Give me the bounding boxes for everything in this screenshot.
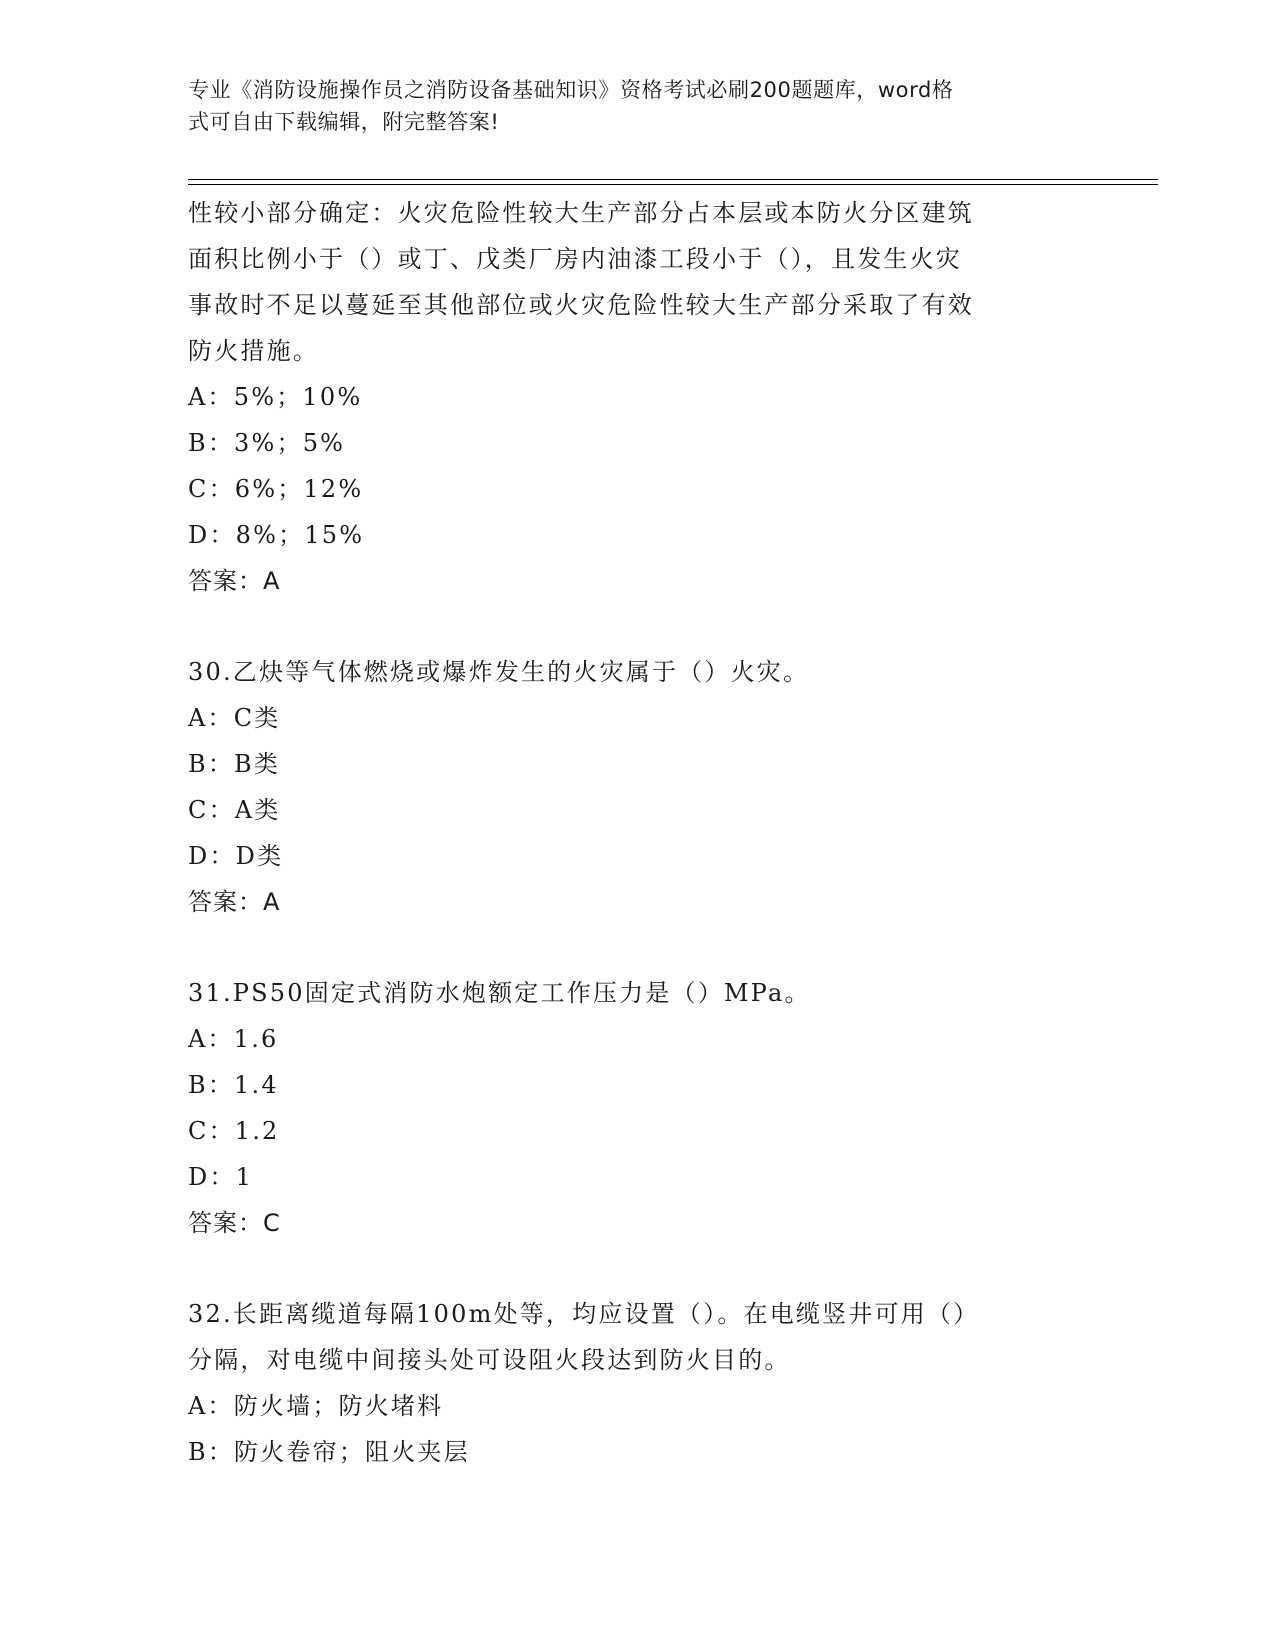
header-title-line-1: 专业《消防设施操作员之消防设备基础知识》资格考试必刷200题题库，word格 — [188, 78, 954, 102]
answer-label: 答案：A — [188, 888, 281, 916]
question-spacer — [188, 604, 1068, 649]
option-d: D：8%；15% — [188, 521, 365, 549]
question-stem-line: 防火措施。 — [188, 337, 319, 365]
option-a: A：C类 — [188, 704, 281, 732]
option-d: D：D类 — [188, 842, 284, 870]
option-c: C：A类 — [188, 796, 281, 824]
option-b: B：防火卷帘；阻火夹层 — [188, 1438, 470, 1466]
header-title-line-2: 式可自由下载编辑，附完整答案! — [188, 110, 500, 134]
question-stem-line: 事故时不足以蔓延至其他部位或火灾危险性较大生产部分采取了有效 — [188, 291, 974, 319]
question-stem-line: 分隔，对电缆中间接头处可设阻火段达到防火目的。 — [188, 1346, 791, 1374]
option-b: B：3%；5% — [188, 429, 346, 457]
question-31 — [188, 970, 1068, 1246]
question-stem-line: 31.PS50固定式消防水炮额定工作压力是（）MPa。 — [188, 979, 811, 1007]
question-stem-line: 32.长距离缆道每隔100m处等，均应设置（）。在电缆竖井可用（） — [188, 1300, 980, 1328]
option-b: B：1.4 — [188, 1071, 279, 1099]
answer-label: 答案：A — [188, 567, 281, 595]
question-32 — [188, 1291, 1068, 1475]
question-stem-line: 性较小部分确定：火灾危险性较大生产部分占本层或本防火分区建筑 — [188, 199, 974, 227]
question-spacer — [188, 925, 1068, 970]
question-29-continued — [188, 190, 1068, 604]
header-rule-top — [188, 179, 1158, 180]
option-c: C：6%；12% — [188, 475, 364, 503]
question-list — [188, 190, 1068, 1475]
header-rule-bottom — [188, 184, 1158, 185]
option-a: A：5%；10% — [188, 383, 363, 411]
question-spacer — [188, 1246, 1068, 1291]
question-stem-line: 面积比例小于（）或丁、戊类厂房内油漆工段小于（），且发生火灾 — [188, 245, 962, 273]
option-a: A：1.6 — [188, 1025, 279, 1053]
document-header — [188, 74, 1068, 138]
answer-label: 答案：C — [188, 1209, 281, 1237]
option-d: D：1 — [188, 1163, 254, 1191]
option-c: C：1.2 — [188, 1117, 280, 1145]
option-b: B：B类 — [188, 750, 281, 778]
option-a: A：防火墙；防火堵料 — [188, 1392, 444, 1420]
question-stem-line: 30.乙炔等气体燃烧或爆炸发生的火灾属于（）火灾。 — [188, 658, 810, 686]
question-30 — [188, 649, 1068, 925]
